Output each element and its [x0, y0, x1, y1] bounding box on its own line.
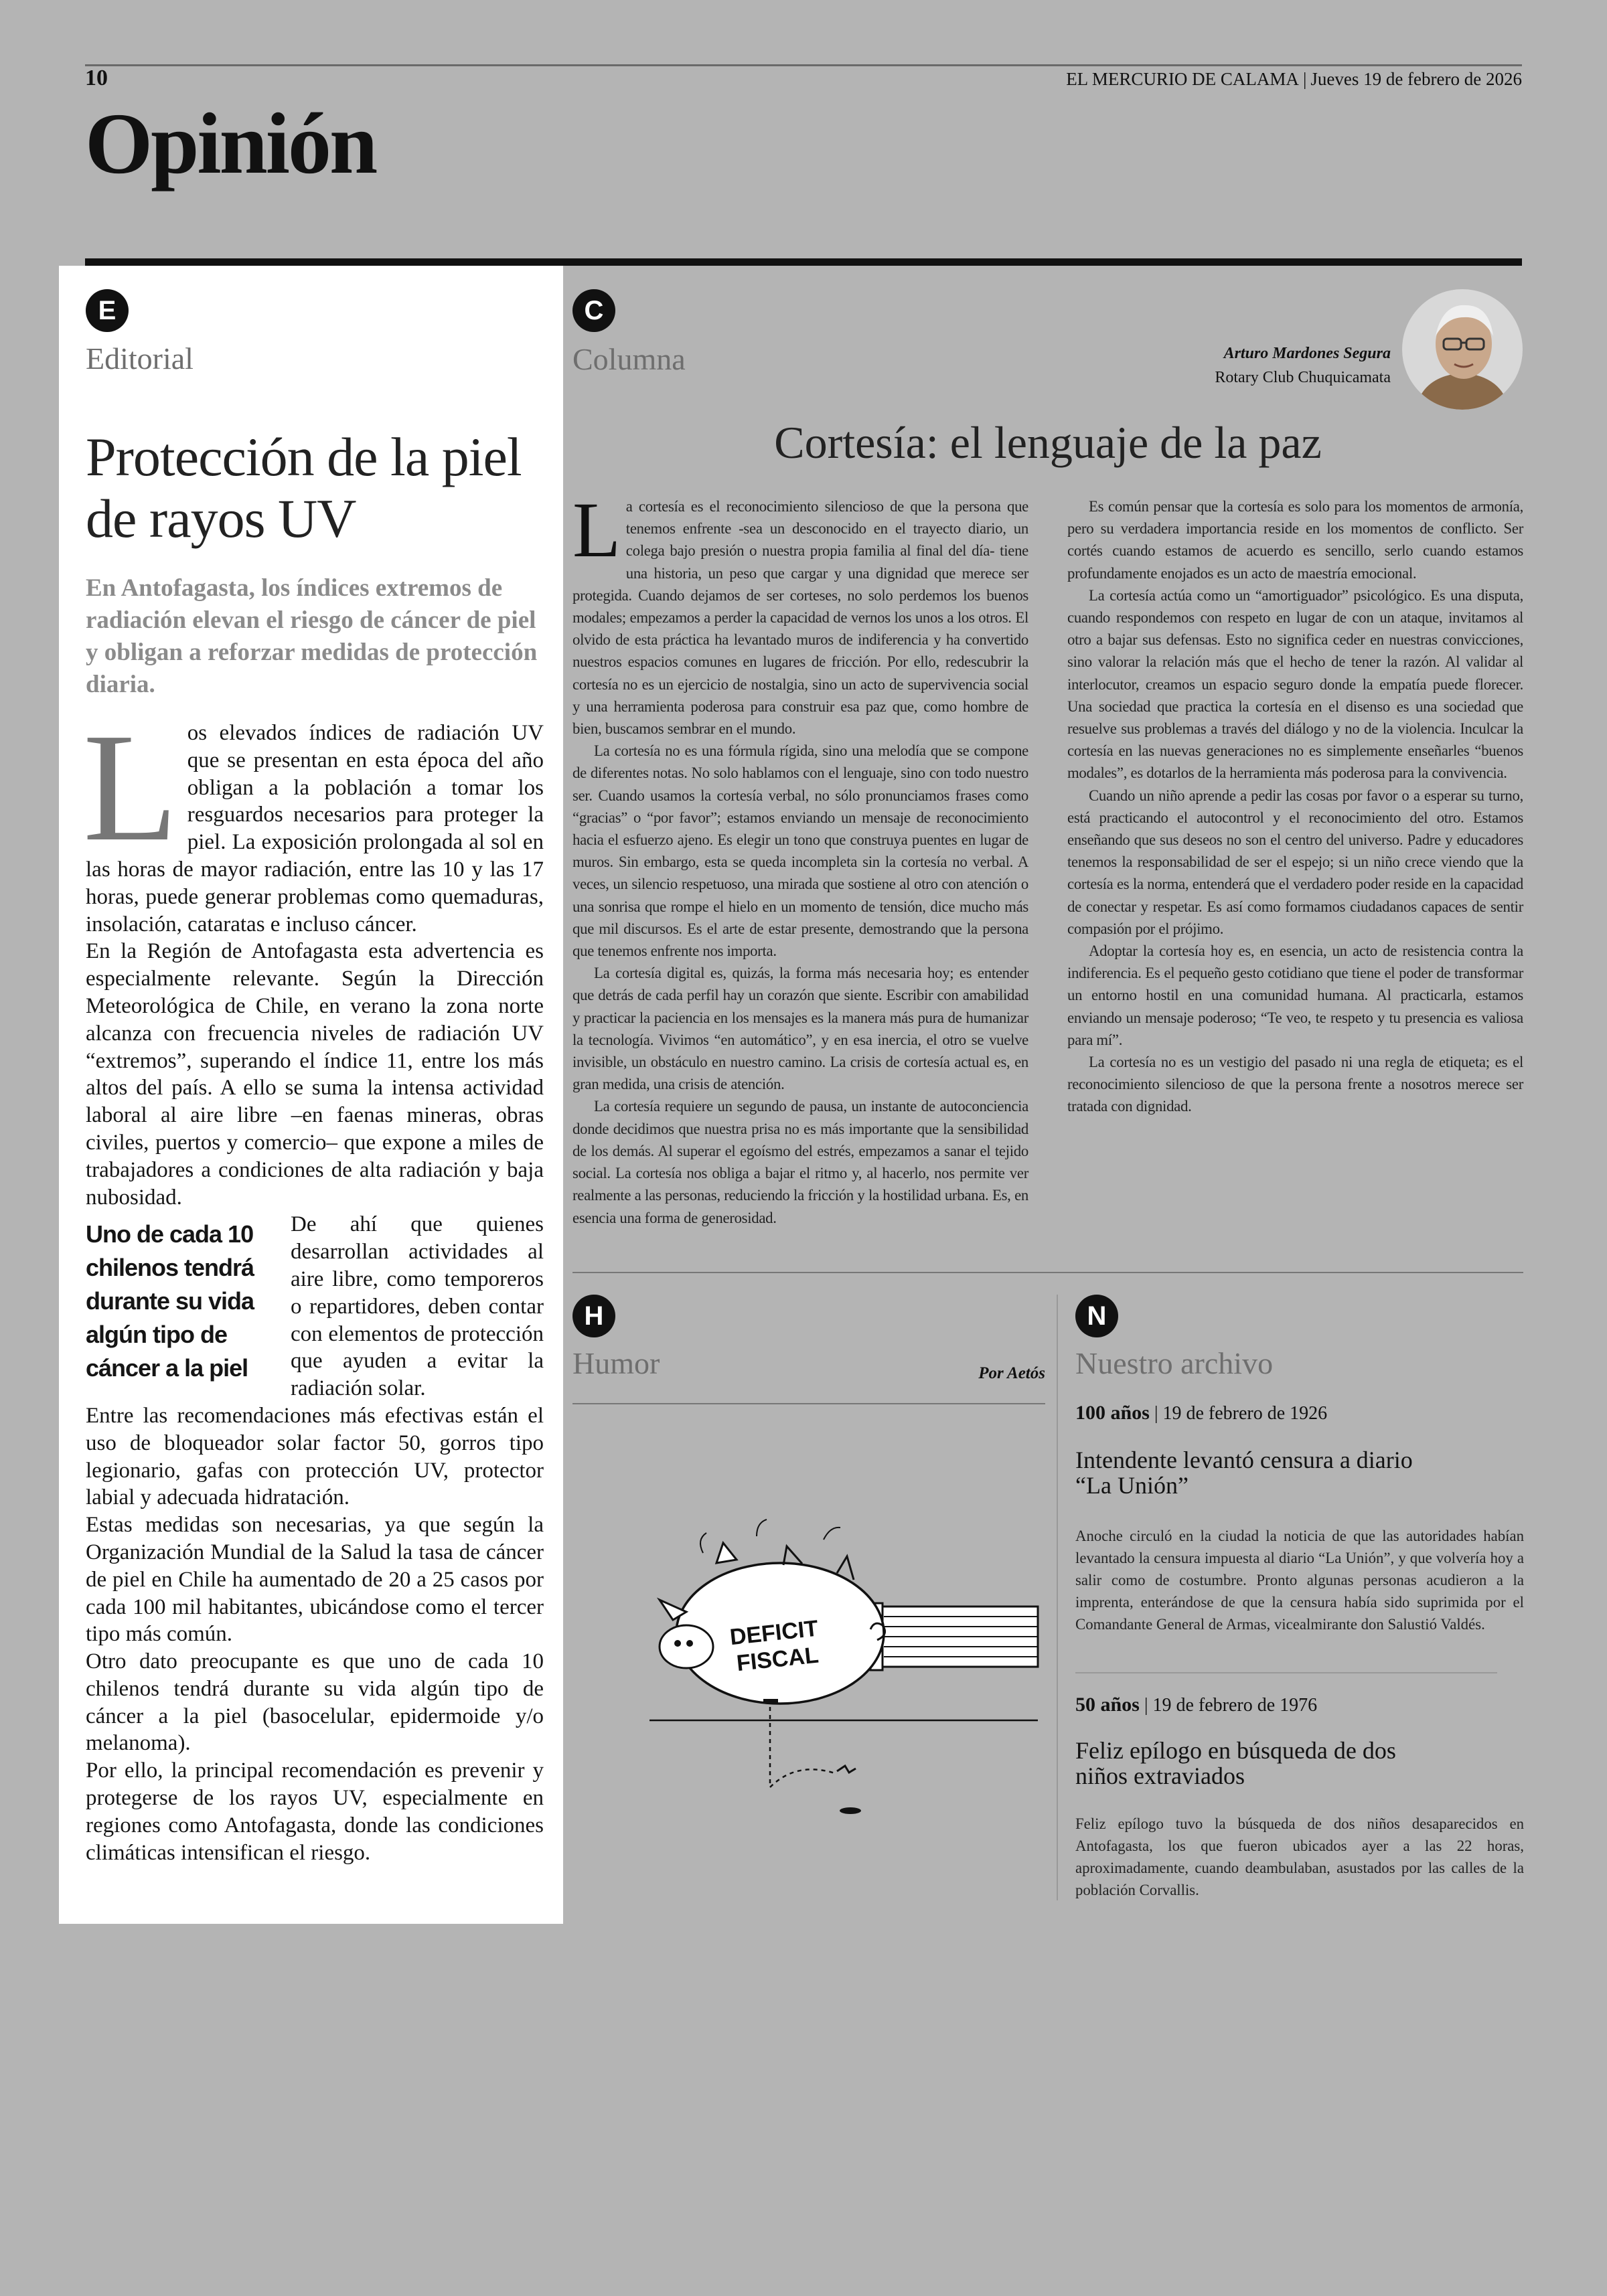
column-paragraph: La cortesía actúa como un “amortiguador” psicológico. Es una disputa, cuando respondemos con respeto en lugar de con un ataque, invitamos al otro a bajar sus defensas. Esto no significa ceder en nuestras convicciones, sino valorar la relación más que el hecho de tener la razón. Al validar al interlocutor, creamos un espacio seguro donde la empatía puede florecer. Una sociedad que practica la cortesía en el disenso es una sociedad que resuelve sus problemas a través del diálogo y no de la violencia. Inculcar la cortesía en las nuevas generaciones no es simplemente enseñarles “buenos modales”, es dotarlos de la herramienta más poderosa para la convivencia. — [1067, 586, 1523, 782]
editorial-body — [83, 702, 544, 1866]
editorial-pull-quote: Uno de cada 10 chilenos tendrá durante su vida algún tipo de cáncer a la piel — [86, 1220, 254, 1382]
column-paragraph: Es común pensar que la cortesía es solo para los momentos de armonía, pero su verdadera importancia reside en los momentos de conflicto. Ser cortés cuando estamos de acuerdo es sencillo, serlo cuando estamos profundamente enojados es un acto de maestría emocional. — [1067, 498, 1523, 582]
author-portrait — [1402, 289, 1523, 410]
column-author-name: Arturo Mardones Segura — [1223, 345, 1391, 362]
editorial-paragraph: Entre las recomendaciones más efectivas están el uso de bloqueador solar factor 50, gorros tipo legionario, gafas con protección UV, protector labial y adecuada hidratación. — [86, 1403, 544, 1510]
archive-years: 50 años — [1075, 1694, 1140, 1716]
archive-date: 19 de febrero de 1926 — [1162, 1403, 1328, 1424]
vertical-divider — [1057, 1295, 1058, 1900]
newspaper-name: EL MERCURIO DE CALAMA — [1066, 69, 1299, 89]
humor-badge: H — [572, 1295, 615, 1337]
archive-item-text: Anoche circuló en la ciudad la noticia de que las autoridades habían levantado la censura impuesta al diario “La Unión”, y que volvería hoy a salir como de costumbre. Pronto algunas personas acudieron a la imprenta, enterándose de que la censura había sido suprimida por el Comandante General de Armas, vicealmirante don Salustió Valdés. — [1075, 1528, 1524, 1633]
column-drop-cap: L — [572, 486, 621, 574]
archive-item-date: 100 años | 19 de febrero de 1926 — [1075, 1402, 1328, 1424]
archive-years: 100 años — [1075, 1402, 1150, 1424]
column-headline: Cortesía: el lenguaje de la paz — [774, 417, 1322, 468]
column-paragraph: Cuando un niño aprende a pedir las cosas por favor o a esperar su turno, está practicando el autocontrol y el reconocimiento del otro. Estamos enseñando que sus deseos no son el centro del universo. Padre y educadores tenemos la responsabilidad de ser el espejo; si un niño crece viendo que la cortesía es la norma, entenderá que el verdadero poder reside en la capacidad de conectar y respetar. Es así como formamos ciudadanos capaces de sentir compasión por el prójimo. — [1067, 787, 1523, 937]
section-rule — [85, 258, 1522, 266]
humor-byline: Por Aetós — [978, 1364, 1045, 1382]
archive-item-text: Feliz epílogo tuvo la búsqueda de dos niños desaparecidos en Antofagasta, los que fueron ubicados ayer a las 22 horas, aproximadamente, cuando deambulaban, asustados por las calles de la población Corvallis. — [1075, 1815, 1524, 1898]
editorial-drop-cap: L — [83, 702, 178, 874]
editorial-kicker: Editorial — [86, 341, 194, 376]
archive-date: 19 de febrero de 1976 — [1152, 1695, 1318, 1716]
cartoon-label-deficit: DEFICIT — [729, 1615, 820, 1651]
editorial-paragraph: os elevados índices de radiación UV que se presentan en esta época del año obligan a la población a tomar los resguardos necesarios para proteger la piel. La exposición prolongada al sol en las horas de mayor radiación, entre las 10 y las 17 horas, puede generar problemas como quemaduras, insolación, cataratas e incluso cáncer. — [86, 721, 544, 936]
column-divider — [572, 1272, 1523, 1273]
editorial-lead: En Antofagasta, los índices extremos de radiación elevan el riesgo de cáncer de piel y obligan a reforzar medidas de protección diaria. — [86, 574, 538, 698]
editorial-headline: Protección de la piel de rayos UV — [86, 426, 522, 549]
editorial-paragraph: En la Región de Antofagasta esta advertencia es especialmente relevante. Según la Dirección Meteorológica de Chile, en verano la zona norte alcanza con frecuencia niveles de radiación UV “extremos”, superando el índice 11, entre los más altos del país. A ello se suma la intensa actividad laboral al aire libre –en faenas mineras, obras civiles, puertos y comercio– que expone a miles de trabajadores a condiciones de alta radiación y baja nubosidad. — [86, 939, 544, 1210]
archive-item-title: Intendente levantó censura a diario “La Unión” — [1075, 1447, 1413, 1499]
archive-kicker: Nuestro archivo — [1075, 1346, 1274, 1380]
column-paragraph: La cortesía no es un vestigio del pasado ni una regla de etiqueta; es el reconocimiento silencioso de que la persona frente a nosotros merece ser tratada con dignidad. — [1067, 1054, 1523, 1115]
archive-item-date: 50 años | 19 de febrero de 1976 — [1075, 1694, 1318, 1716]
column-author-affiliation: Rotary Club Chuquicamata — [1215, 369, 1391, 386]
page-number: 10 — [85, 66, 108, 90]
editorial-paragraph: Estas medidas son necesarias, ya que según la Organización Mundial de la Salud la tasa de cáncer de piel en Chile ha aumentado de 20 a 25 casos por cada 100 mil habitantes, ubicándose como el tercer tipo más común. — [86, 1513, 544, 1647]
section-title: Opinión — [85, 96, 376, 192]
editorial-box — [59, 266, 563, 1924]
column-kicker: Columna — [572, 342, 686, 376]
column-paragraph: a cortesía es el reconocimiento silencioso de que la persona que tenemos enfrente -sea un desconocido en el trayecto diario, un colega bajo presión o nuestra propia familia al final del día- tiene una historia, un peso que cargar y una dignidad que merece ser protegida. Cuando dejamos de ser corteses, no solo perdemos los buenos modales; empezamos a perder la capacidad de vernos los unos a los otros. El olvido de esta práctica ha levantado muros de indiferencia y ha convertido nuestros espacios comunes en lugares de fricción. Por ello, redescubrir la cortesía no es un ejercicio de nostalgia, sino un acto de supervivencia social y una herramienta poderosa para construir esa paz que, como hombre de bien, buscamos sembrar en el mundo. — [572, 498, 1028, 738]
editorial-paragraph: De ahí que quienes desarrollan actividades al aire libre, como temporeros o repartidores, deben contar con elementos de protección que ayuden a evitar la radiación solar. — [291, 1212, 544, 1401]
masthead — [1066, 69, 1522, 90]
column-author-block — [870, 341, 1391, 390]
archive-item-title: Feliz epílogo en búsqueda de dos niños extraviados — [1075, 1737, 1396, 1789]
top-rule — [85, 64, 1522, 66]
column-paragraph: La cortesía digital es, quizás, la forma más necesaria hoy; es entender que detrás de cada perfil hay un corazón que siente. Escribir con amabilidad y practicar la paciencia en los mensajes es la manera más pura de humanizar la tecnología. Vivimos “en automático”, y en esa inercia, el otro se vuelve invisible, un obstáculo en nuestro camino. La crisis de cortesía actual es, en gran medida, una crisis de atención. — [572, 965, 1028, 1093]
cartoon-label-fiscal: FISCAL — [735, 1642, 820, 1677]
issue-date: Jueves 19 de febrero de 2026 — [1310, 69, 1522, 89]
editorial-paragraph: Por ello, la principal recomendación es prevenir y protegerse de los rayos UV, especialmente en regiones como Antofagasta, donde las condiciones climáticas intensifican el riesgo. — [86, 1758, 544, 1865]
masthead-separator: | — [1302, 69, 1307, 89]
archive-badge: N — [1075, 1295, 1118, 1337]
editorial-badge: E — [86, 289, 129, 332]
column-paragraph: Adoptar la cortesía hoy es, en esencia, un acto de resistencia contra la indiferencia. Es el pequeño gesto cotidiano que tiene el poder de transformar un entorno hostil en una comunidad humana. Al practicarla, estamos enviando un mensaje poderoso; “Te veo, te respeto y tu presencia es valiosa para mí”. — [1067, 942, 1523, 1048]
column-badge: C — [572, 289, 615, 332]
editorial-paragraph: Otro dato preocupante es que uno de cada 10 chilenos tendrá durante su vida algún tipo de cáncer a la piel (basocelular, epidermoide y/o melanoma). — [86, 1649, 544, 1756]
column-paragraph: La cortesía requiere un segundo de pausa, un instante de autoconciencia donde decidimos que nuestra prisa no es más importante que la sensibilidad de los demás. Al superar el egoísmo del estrés, empezamos a sanar el tejido social. La cortesía nos obliga a bajar el ritmo y, al hacerlo, nos permite ver realmente a las personas, reduciendo la fricción y la hostilidad urbana. Es, en esencia una forma de generosidad. — [572, 1098, 1028, 1226]
column-paragraph: La cortesía no es una fórmula rígida, sino una melodía que se compone de diferentes notas. No solo hablamos con el lenguaje, sino con todo nuestro ser. Cuando usamos la cortesía verbal, no sólo pronunciamos frases como “gracias” o “por favor”; estamos enviando un mensaje de reconocimiento hacia el esfuerzo ajeno. Es elegir un tono que construya puentes en lugar de muros. Sin embargo, esta se queda incompleta sin la cortesía no verbal. A veces, un silencio respetuoso, una mirada que sostiene al otro con atención o una sonrisa que rompe el hielo en un momento de tensión, dice mucho más que mil discursos. Es el arte de estar presente, demostrando que la persona que tenemos enfrente nos importa. — [572, 742, 1028, 960]
column-body — [572, 486, 1523, 1252]
humor-cartoon — [623, 1506, 1051, 1854]
archive-divider — [1075, 1672, 1497, 1673]
humor-kicker: Humor — [572, 1346, 660, 1380]
humor-rule — [572, 1403, 1045, 1404]
